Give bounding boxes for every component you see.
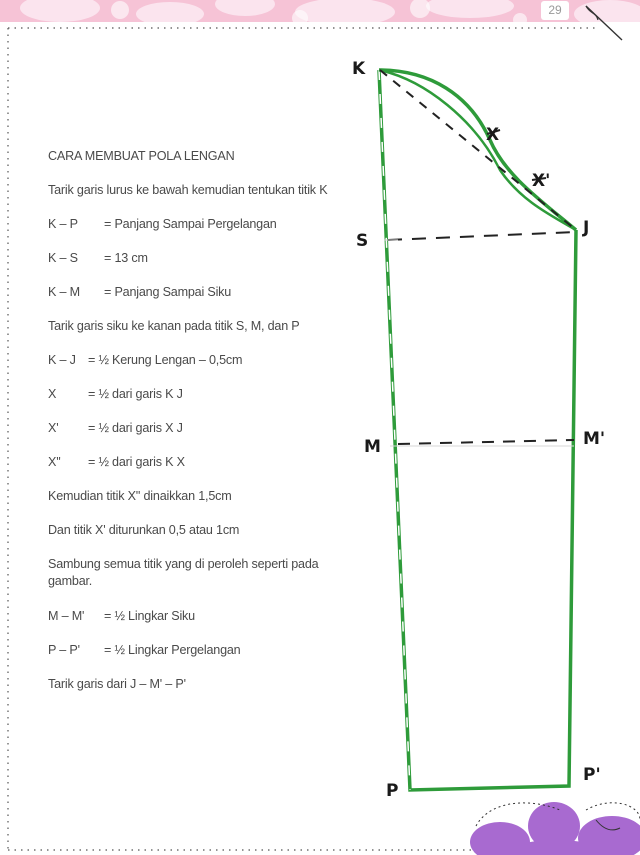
label-p: P <box>386 781 399 801</box>
term-value: = ½ dari garis K J <box>88 387 183 401</box>
term-value: = ½ Lingkar Pergelangan <box>104 643 241 657</box>
term-key: M – M' <box>48 609 85 623</box>
instruction-line: Tarik garis siku ke kanan pada titik S, M, dan P <box>48 319 300 333</box>
term-key: P – P' <box>48 643 80 657</box>
section-title: CARA MEMBUAT POLA LENGAN <box>48 149 235 163</box>
label-j: J <box>583 218 590 238</box>
term-value: = ½ dari garis X J <box>88 421 183 435</box>
term-key: K – J <box>48 353 76 367</box>
label-x: X <box>486 125 500 145</box>
instruction-line: Kemudian titik X'' dinaikkan 1,5cm <box>48 489 232 503</box>
term-value: = ½ Lingkar Siku <box>104 609 195 623</box>
term-key: K – S <box>48 251 78 265</box>
term-value: = ½ dari garis K X <box>88 455 185 469</box>
term-key: K – M <box>48 285 80 299</box>
label-x-prime: X' <box>532 171 551 191</box>
term-value: = 13 cm <box>104 251 148 265</box>
term-key: X'' <box>48 455 61 469</box>
label-m: M <box>364 437 381 457</box>
label-k: K <box>352 59 366 79</box>
instruction-line: Tarik garis dari J – M' – P' <box>48 677 186 691</box>
instruction-line: Dan titik X' diturunkan 0,5 atau 1cm <box>48 523 240 537</box>
page-number: 29 <box>541 1 569 20</box>
instruction-line: Tarik garis lurus ke bawah kemudian tentukan titik K <box>48 183 328 197</box>
term-value: = ½ Kerung Lengan – 0,5cm <box>88 353 243 367</box>
term-key: X <box>48 387 57 401</box>
label-p-prime: P' <box>583 765 601 785</box>
term-key: K – P <box>48 217 78 231</box>
label-s: S <box>356 231 369 251</box>
instruction-line: Sambung semua titik yang di peroleh seperti pada gambar. <box>48 557 319 588</box>
term-value: = Panjang Sampai Siku <box>104 285 232 299</box>
term-value: = Panjang Sampai Pergelangan <box>104 217 277 231</box>
label-m-prime: M' <box>583 429 606 449</box>
term-key: X' <box>48 421 59 435</box>
